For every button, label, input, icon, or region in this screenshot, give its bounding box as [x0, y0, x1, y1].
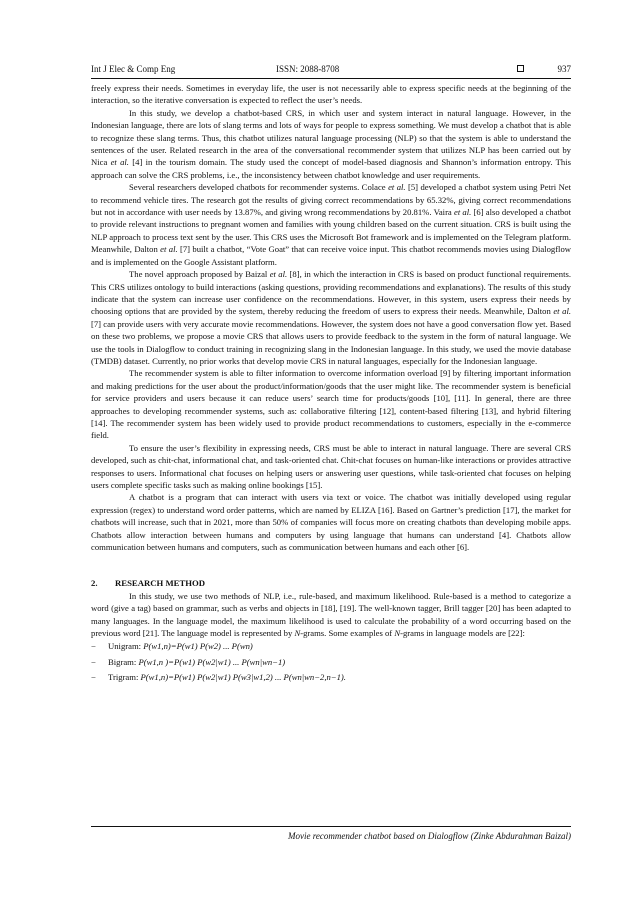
paragraph	[91, 367, 571, 441]
paragraph	[91, 491, 571, 553]
italic-text: et al.	[269, 269, 288, 280]
italic-text: et al.	[160, 244, 178, 255]
text-run: In this study, we develop a chatbot-based CRS, in which user and system interact in natural language. However, in the Indonesian language, there are lots of slang terms and lots of ways for people to express something. We must develop a chatbot that is able to recognize these slang terms. Thus, this chatbot utilizes natural language processing (NLP) so that the system is able to understand the sentences of the user. Related research in the area of the conversational recommender system that utilizes NLP has been carried out by Nica	[91, 107, 571, 168]
section-number: 2.	[91, 578, 98, 589]
paragraph	[91, 442, 571, 492]
text-run: freely express their needs. Sometimes in everyday life, the user is not necessarily able to express specific needs at the beginning of the interaction, so the iterative conversation is expected to reflect the user’s needs.	[91, 83, 571, 106]
header-rule	[91, 78, 571, 79]
text-run: [6] also developed a chatbot to provide relevant instructions to pregnant women and families with young children based on the current situation. CRS is built using the NLP approach to process text sent by the user. This CRS uses the Microsoft Bot framework and is implemented on the Telegram platform. Meanwhile, Dalton	[91, 207, 571, 255]
italic-text: et al.	[553, 306, 571, 317]
ngram-label: Unigram:	[108, 641, 144, 652]
ngram-list-item	[91, 639, 571, 655]
ngram-formula: P(w1,n)=P(w1) P(w2) ... P(wn)	[143, 641, 253, 652]
text-run: [7] can provide users with very accurate movie recommendations. However, the system does not have a good conversation flow yet. Based on these two problems, we propose a movie CRS that allows users to provide feedback to the system in the form of natural language. We use the tools in Dialogflow to conduct training in recognizing slang in the Indonesian language. In this study, we used the movie database (TMDB) dataset. Currently, no prior works that develop movie CRS in natural languages, especially for the Indonesian language.	[91, 318, 571, 366]
italic-text: et al.	[453, 207, 472, 218]
page-number: 937	[557, 64, 571, 74]
italic-text: N	[294, 628, 301, 639]
dash-bullet-icon: −	[91, 641, 96, 652]
paragraph	[91, 181, 571, 268]
dash-bullet-icon: −	[91, 656, 96, 667]
paragraph	[91, 107, 571, 181]
italic-text: et al.	[388, 182, 406, 193]
ngram-formula: P(w1,n )=P(w1) P(w2|w1) ... P(wn|wn−1)	[138, 656, 286, 667]
section-paragraph	[91, 590, 571, 640]
running-title: Movie recommender chatbot based on Dialogflow (Zinke Abdurahman Baizal)	[288, 831, 571, 841]
text-run: -grams in language models are [22]:	[400, 628, 525, 639]
footer-rule	[91, 826, 571, 827]
ngram-label: Bigram:	[108, 656, 139, 667]
ngram-formula: P(w1,n)=P(w1) P(w2|w1) P(w3|w1,2) ... P(wn|wn−2,n−1).	[140, 672, 346, 683]
text-run: In this study, we use two methods of NLP, i.e., rule-based, and maximum likelihood. Rule-based is a method to categorize a word (give a tag) based on grammar, such as verbs and objects in [18], [19]. The well-known tagger, Brill tagger [20] has been adapted to many languages. In the language model, the maximum likelihood is used to calculate the probability of a word occurring based on the previous word [21]. The language model is represented by	[91, 590, 571, 639]
dash-bullet-icon: −	[91, 672, 96, 683]
text-run: Several researchers developed chatbots for recommender systems. Colace	[129, 182, 389, 193]
section-title: RESEARCH METHOD	[115, 578, 206, 589]
text-run: To ensure the user’s flexibility in expressing needs, CRS must be able to interact in natural language. There are several CRS developed, such as chit-chat, informational chat, and task-oriented chat. Chit-chat focuses on human-like interactions or provides attractive responses to users. Informational chat focuses on helping users or answering user questions, while task-oriented chat focuses on helping users complete specific tasks such as making online bookings [15].	[91, 442, 571, 490]
text-run: A chatbot is a program that can interact with users via text or voice. The chatbot was initially developed using regular expression (regex) to understand word order patterns, which are named by ELIZA [16]. Based on Gartner’s prediction [17], the market for chatbots will increase, such that in 2021, more than 50% of companies will focus more on creating chatbots than developing mobile apps. Chatbots allow interaction between humans and computers by using language that humans can understand [4]. Chatbots allow communication between humans and computers, such as communication between humans and each other [6].	[91, 492, 571, 553]
ngram-list	[91, 639, 571, 686]
checkbox-square-icon	[517, 65, 524, 72]
section-gap	[91, 553, 571, 577]
journal-name: Int J Elec & Comp Eng	[91, 64, 176, 74]
text-run: [4] in the tourism domain. The study used the concept of model-based diagnosis and Shannon’s information entropy. This approach can solve the CRS problems, i.e., the inconsistency between chatbot knowledge and user requirements.	[91, 157, 571, 180]
text-run: [7] built a chatbot, “Vote Goat” that can receive voice input. This chatbot recommends movies using Dialogflow and is implemented on the Google Assistant platform.	[91, 244, 571, 267]
text-run: [5] developed a chatbot system using Petri Net to recommend vehicle tires. The research got the results of giving correct recommendations by 65.32%, giving correct recommendations but not in accordance with user needs by 13.87%, and giving wrong recommendations by 20.81%. Vaira	[91, 182, 572, 218]
text-run: The novel approach proposed by Baizal	[129, 269, 270, 280]
text-run: The recommender system is able to filter information to overcome information overload [9] by filtering important information and making predictions for the user about the product/information/goods that the user might like. The recommender system is beneficial for service providers and users because it can reduce users’ search time for products/goods [10], [11]. In general, there are three approaches to developing recommender systems, such as: collaborative filtering [12], content-based filtering [13], and hybrid filtering [14]. The recommender system has been widely used to provide product recommendations to customers, especially in the e-commerce field.	[91, 368, 571, 441]
page-header	[91, 62, 571, 76]
italic-text: et al.	[110, 157, 129, 168]
ngram-list-item	[91, 670, 571, 686]
ngram-list-item	[91, 655, 571, 671]
text-run: [8], in which the interaction in CRS is based on product functional requirements. This CRS utilizes ontology to build interactions (asking questions, providing recommendations and explanations). The results of this study indicate that the system can increase user confidence on the recommendations. However, in this system, users express their needs by choosing options that are provided by the system, thereby reducing the freedom of users to express their needs. Meanwhile, Dalton	[91, 269, 571, 317]
paragraph	[91, 82, 571, 107]
italic-text: N	[394, 628, 401, 639]
ngram-label: Trigram:	[108, 672, 141, 683]
issn: ISSN: 2088-8708	[276, 64, 340, 74]
paragraph-container	[91, 82, 571, 553]
section-heading	[91, 577, 571, 589]
body-text	[91, 82, 571, 686]
text-run: -grams. Some examples of	[300, 628, 395, 639]
paragraph	[91, 268, 571, 367]
